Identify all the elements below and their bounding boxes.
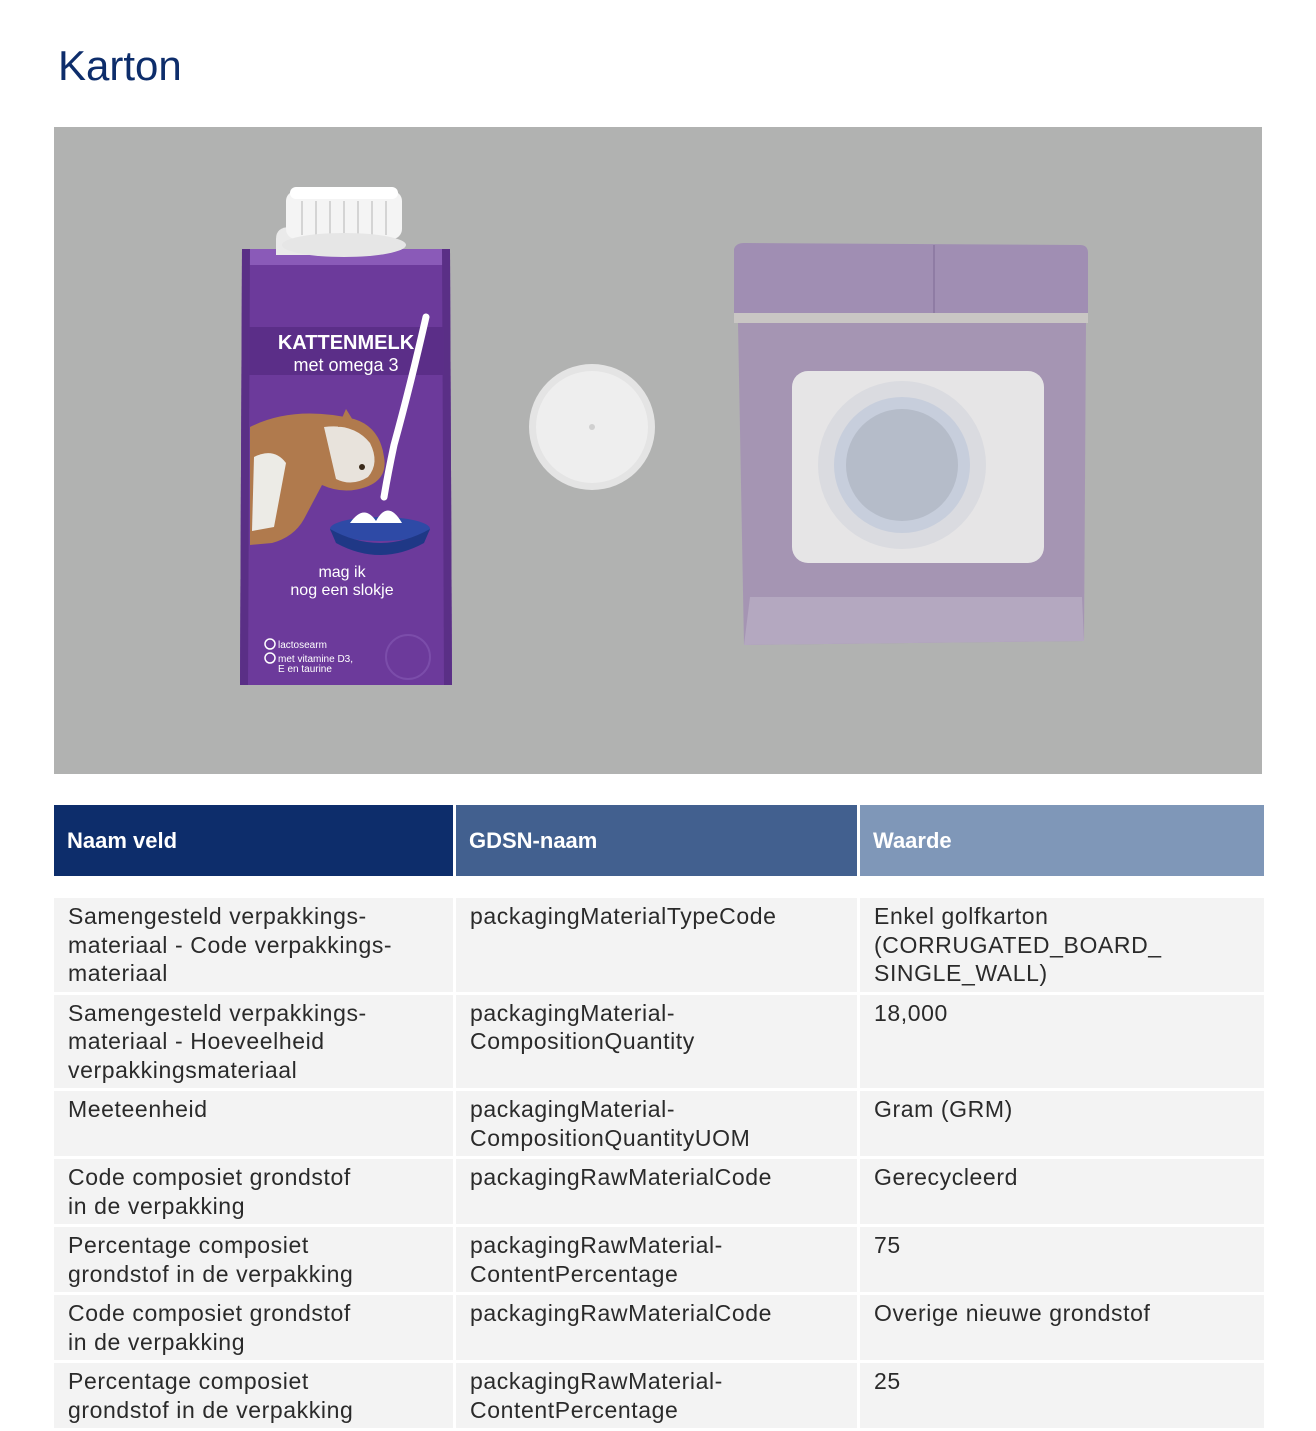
cell-gdsn-naam: packagingMaterialTypeCode [456,898,860,995]
table-row [54,1159,1264,1227]
carton-check-1: lactosearm [278,640,327,651]
cell-gdsn-naam: packagingRawMaterial- ContentPercentage [456,1363,860,1431]
cell-gdsn-naam: packagingMaterial- CompositionQuantityUOM [456,1091,860,1159]
carton-front-image [240,187,452,685]
cell-waarde: 25 [860,1363,1264,1431]
carton-subtitle: met omega 3 [293,355,399,375]
cell-naam-veld: Meeteenheid [54,1091,456,1159]
table-row [54,995,1264,1092]
opened-carton-image [734,243,1088,645]
spec-table [54,805,1264,1431]
product-photo [54,127,1262,774]
cell-naam-veld: Percentage composiet grondstof in de verpakking [54,1227,456,1295]
cell-naam-veld: Code composiet grondstof in de verpakking [54,1159,456,1227]
carton-tagline-2: nog een slokje [290,582,394,599]
table-row [54,1227,1264,1295]
cell-gdsn-naam: packagingRawMaterialCode [456,1295,860,1363]
cell-gdsn-naam: packagingMaterial- CompositionQuantity [456,995,860,1092]
cell-waarde: 18,000 [860,995,1264,1092]
table-row [54,1091,1264,1159]
cell-naam-veld: Code composiet grondstof in de verpakking [54,1295,456,1363]
carton-check-3: E en taurine [278,664,332,675]
carton-brand: KATTENMELK [277,332,415,354]
carton-tagline-1: mag ik [318,564,366,581]
table-row [54,1363,1264,1431]
cell-naam-veld: Samengesteld verpakkings- materiaal - Hoeveelheid verpakkingsmateriaal [54,995,456,1092]
page-title: Karton [58,42,182,89]
cell-waarde: Gerecycleerd [860,1159,1264,1227]
cell-gdsn-naam: packagingRawMaterialCode [456,1159,860,1227]
loose-cap-image [529,364,655,490]
cell-waarde: 75 [860,1227,1264,1295]
cell-naam-veld: Samengesteld verpakkings- materiaal - Code verpakkings- materiaal [54,898,456,995]
cell-waarde: Overige nieuwe grondstof [860,1295,1264,1363]
cell-waarde: Enkel golfkarton (CORRUGATED_BOARD_ SINGLE_WALL) [860,898,1264,995]
header-naam-veld: Naam veld [54,805,456,876]
header-gdsn-naam: GDSN-naam [456,805,860,876]
header-waarde: Waarde [860,805,1264,876]
cell-naam-veld: Percentage composiet grondstof in de verpakking [54,1363,456,1431]
carton-check-2: met vitamine D3, [278,654,354,665]
cell-gdsn-naam: packagingRawMaterial- ContentPercentage [456,1227,860,1295]
cell-waarde: Gram (GRM) [860,1091,1264,1159]
table-row [54,1295,1264,1363]
table-row [54,898,1264,995]
